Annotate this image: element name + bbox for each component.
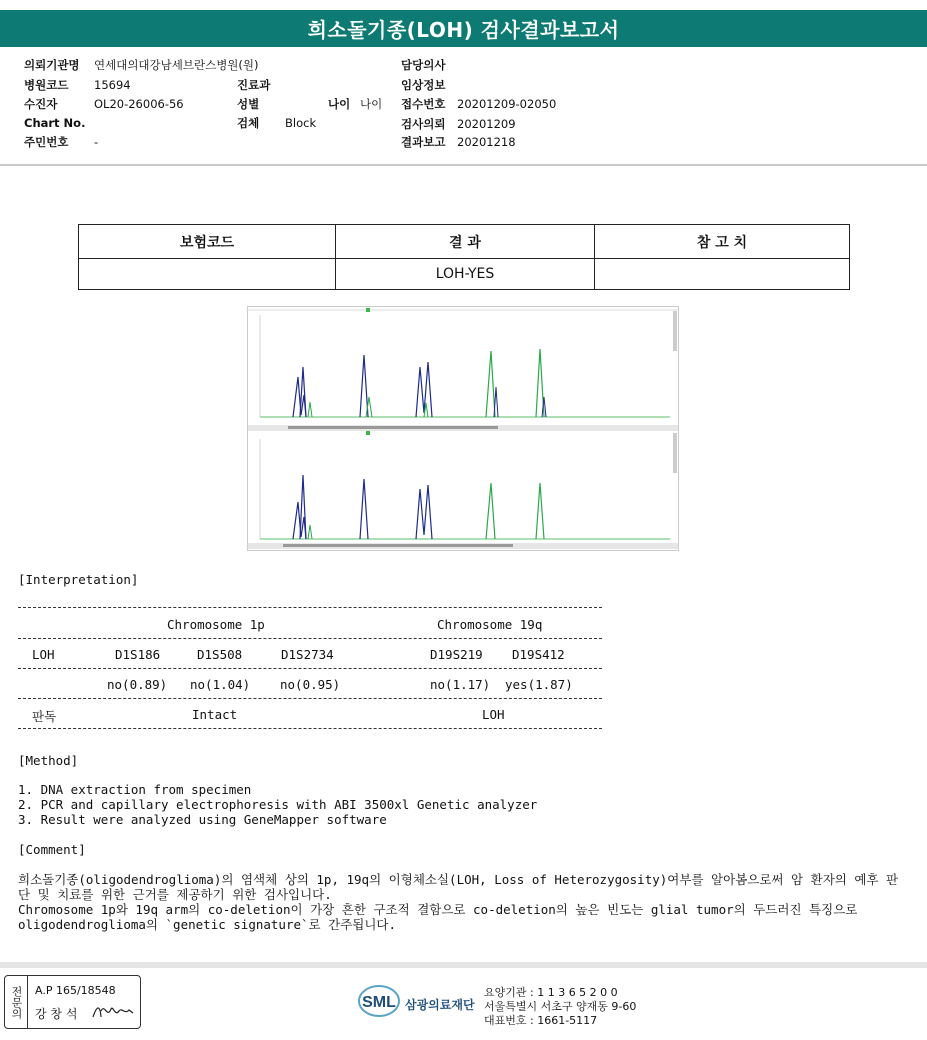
divider [18,607,602,608]
institution-code: 요양기관 : 1 1 3 6 5 2 0 0 [484,986,618,999]
clinical-info-label: 임상정보 [401,78,446,92]
result-header: 결 과 [336,225,595,259]
address: 서울특별시 서초구 양재동 9-60 [484,1000,637,1013]
value-d19s219: no(1.17) [430,677,491,692]
receipt-number-label: 접수번호 [401,97,446,111]
chromosome-1p-label: Chromosome 1p [167,617,265,632]
logo-text: SML [362,994,396,1011]
chromosome-19q-label: Chromosome 19q [437,617,543,632]
comment-paragraph-1: 희소돌기종(oligodendroglioma)의 염색체 상의 1p, 19q의 이형체소실(LOH, Loss of Heterozygosity)여부를 알아봄으로써 암 환자의 예후 판단 및 치료를 위한 근거를 제공하기 위한 검사입니다. [18,872,899,902]
patient-label: 수진자 [24,97,58,111]
physician-name: 강 창 석 [35,1007,78,1021]
organization-name: 삼광의료재단 [405,998,475,1012]
report-date-value: 20201218 [457,135,516,149]
signature-icon [91,1001,135,1023]
marker-d19s412: D19S412 [512,647,565,662]
divider [18,698,602,699]
value-d1s508: no(1.04) [190,677,251,692]
loh-row-label: LOH [32,647,55,662]
marker-d1s2734: D1S2734 [281,647,334,662]
chart-no-label: Chart No. [24,116,86,130]
specialist-label: 전문의 [5,976,28,1028]
specimen-value: Block [285,116,317,130]
resident-id-value: - [94,135,99,149]
table-row [79,259,850,290]
patient-value: OL20-26006-56 [94,97,184,111]
hospital-label: 의뢰기관명 [24,58,80,72]
marker-d1s186: D1S186 [115,647,161,662]
hospital-code-label: 병원코드 [24,78,69,92]
verdict-1p: Intact [192,707,238,722]
value-d1s186: no(0.89) [107,677,168,692]
method-line-3: 3. Result were analyzed using GeneMapper software [18,812,387,827]
insurance-code-cell [79,259,336,290]
request-date-label: 검사의뢰 [401,117,446,131]
report-date-label: 결과보고 [401,135,446,149]
method-line-2: 2. PCR and capillary electrophoresis with ABI 3500xl Genetic analyzer [18,797,538,812]
verdict-19q: LOH [482,707,505,722]
divider [18,668,602,669]
hospital-value: 연세대의대강남세브란스병원(원) [94,58,259,72]
marker-d19s219: D19S219 [430,647,483,662]
result-cell: LOH-YES [336,259,595,290]
electropherogram-graphic [248,307,678,550]
reference-header: 참 고 치 [595,225,850,259]
age-value: 나이 [360,97,383,111]
electropherogram-image [247,306,679,551]
verdict-label: 판독 [32,709,57,724]
result-table [78,224,850,290]
sml-logo-icon [356,982,402,1020]
value-d1s2734: no(0.95) [280,677,341,692]
value-d19s412: yes(1.87) [505,677,573,692]
interpretation-heading: [Interpretation] [18,572,139,587]
sex-label: 성별 [237,97,260,111]
divider [18,728,602,729]
phone-number: 대표번호 : 1661-5117 [484,1014,598,1027]
doctor-label: 담당의사 [401,58,446,72]
report-title: 희소돌기종(LOH) 검사결과보고서 [0,10,927,47]
result-table-header [79,225,850,259]
comment-paragraph-2: Chromosome 1p와 19q arm의 co-deletion이 가장 흔한 구조적 결함으로 co-deletion의 높은 빈도는 glial tumor의 두드러진 특징으로 oligodendroglioma의 `genetic signature`로 간주됩니다. [18,902,858,932]
department-label: 진료과 [237,78,271,92]
hospital-code-value: 15694 [94,78,131,92]
request-date-value: 20201209 [457,117,516,131]
method-line-1: 1. DNA extraction from specimen [18,782,252,797]
comment-heading: [Comment] [18,842,86,857]
signature-box [4,975,141,1029]
marker-d1s508: D1S508 [197,647,243,662]
reference-cell [595,259,850,290]
divider [18,638,602,639]
license-number: A.P 165/18548 [35,984,116,997]
receipt-number-value: 20201209-02050 [457,97,557,111]
footer-divider [0,962,927,968]
insurance-code-header: 보험코드 [79,225,336,259]
specimen-label: 검체 [237,116,260,130]
age-label: 나이 [328,97,351,111]
method-heading: [Method] [18,753,79,768]
header-divider [0,164,927,166]
resident-id-label: 주민번호 [24,135,69,149]
